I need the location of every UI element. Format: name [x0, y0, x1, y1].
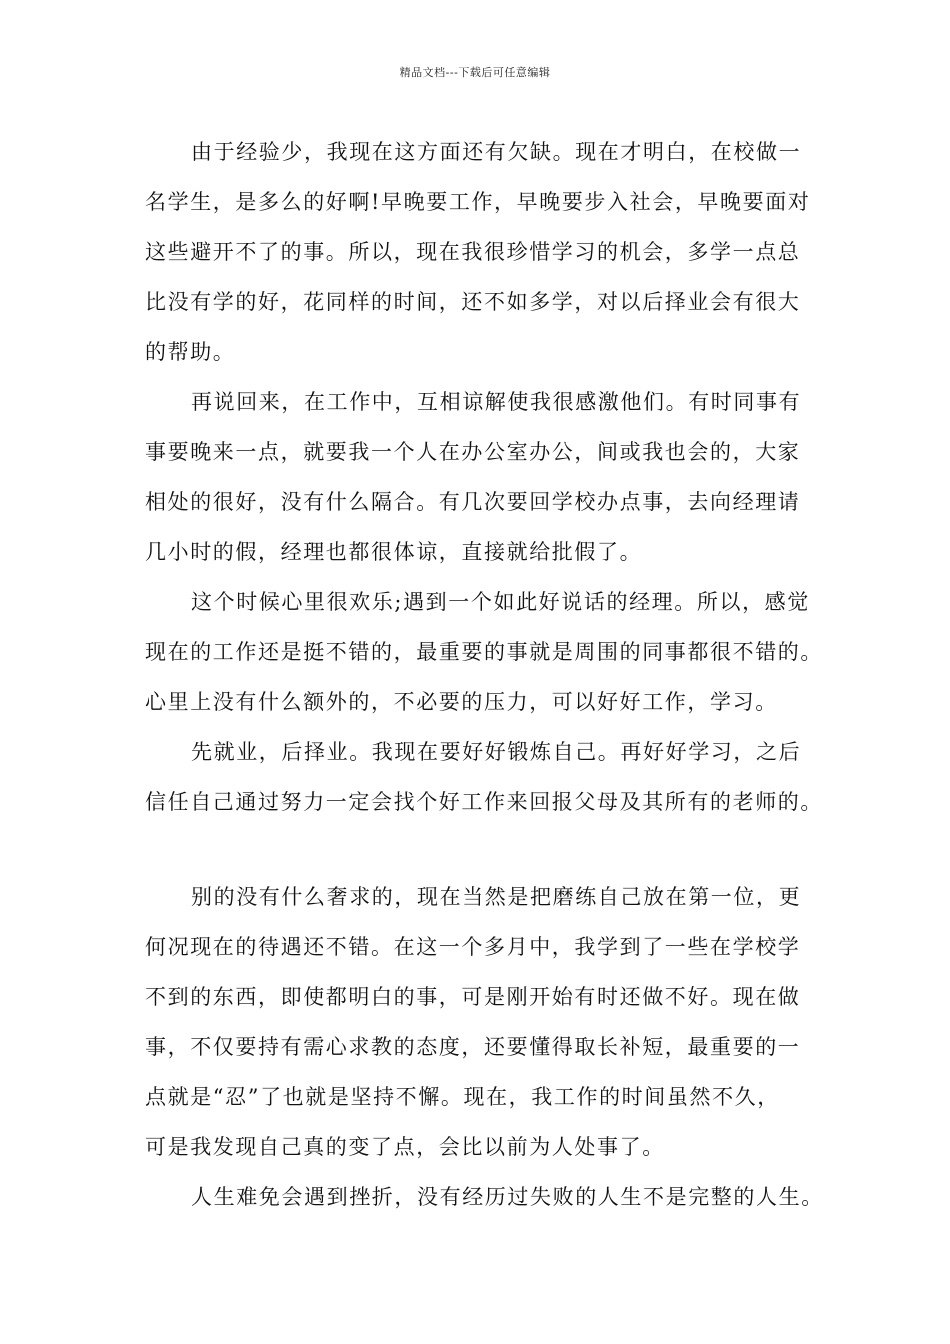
paragraph-5-line-3: 不到的东西，即使都明白的事，可是刚开始有时还做不好。现在做	[145, 985, 801, 1009]
paragraph-1-line-2: 名学生，是多么的好啊!早晚要工作，早晚要步入社会，早晚要面对	[145, 190, 811, 214]
paragraph-5-line-1: 别的没有什么奢求的，现在当然是把磨练自己放在第一位，更	[191, 885, 802, 909]
paragraph-2-line-1: 再说回来，在工作中，互相谅解使我很感激他们。有时同事有	[191, 390, 802, 414]
page-header: 精品文档---下载后可任意编辑	[399, 66, 551, 79]
paragraph-5-line-4: 事，不仅要持有需心求教的态度，还要懂得取长补短，最重要的一	[145, 1035, 801, 1059]
paragraph-3-line-2: 现在的工作还是挺不错的，最重要的事就是周围的同事都很不错的。	[145, 640, 823, 664]
paragraph-3-line-3: 心里上没有什么额外的，不必要的压力，可以好好工作，学习。	[145, 690, 778, 714]
paragraph-4-line-1: 先就业，后择业。我现在要好好锻炼自己。再好好学习，之后	[191, 740, 802, 764]
paragraph-5-line-2: 何况现在的待遇还不错。在这一个多月中，我学到了一些在学校学	[145, 935, 801, 959]
paragraph-1-line-4: 比没有学的好，花同样的时间，还不如多学，对以后择业会有很大	[145, 290, 801, 314]
paragraph-6-line-1: 人生难免会遇到挫折，没有经历过失败的人生不是完整的人生。	[191, 1185, 824, 1209]
paragraph-3-line-1: 这个时候心里很欢乐;遇到一个如此好说话的经理。所以，感觉	[191, 590, 810, 614]
paragraph-5-line-5: 点就是“忍”了也就是坚持不懈。现在，我工作的时间虽然不久，	[145, 1085, 780, 1109]
paragraph-1-line-3: 这些避开不了的事。所以，现在我很珍惜学习的机会，多学一点总	[145, 240, 801, 264]
paragraph-5-line-6: 可是我发现自己真的变了点，会比以前为人处事了。	[145, 1135, 665, 1159]
paragraph-2-line-3: 相处的很好，没有什么隔合。有几次要回学校办点事，去向经理请	[145, 490, 801, 514]
paragraph-1-line-5: 的帮助。	[145, 340, 236, 364]
paragraph-2-line-4: 几小时的假，经理也都很体谅，直接就给批假了。	[145, 540, 643, 564]
paragraph-1-line-1: 由于经验少，我现在这方面还有欠缺。现在才明白，在校做一	[191, 140, 802, 164]
paragraph-4-line-2: 信任自己通过努力一定会找个好工作来回报父母及其所有的老师的。	[145, 790, 823, 814]
paragraph-2-line-2: 事要晚来一点，就要我一个人在办公室办公，间或我也会的，大家	[145, 440, 801, 464]
